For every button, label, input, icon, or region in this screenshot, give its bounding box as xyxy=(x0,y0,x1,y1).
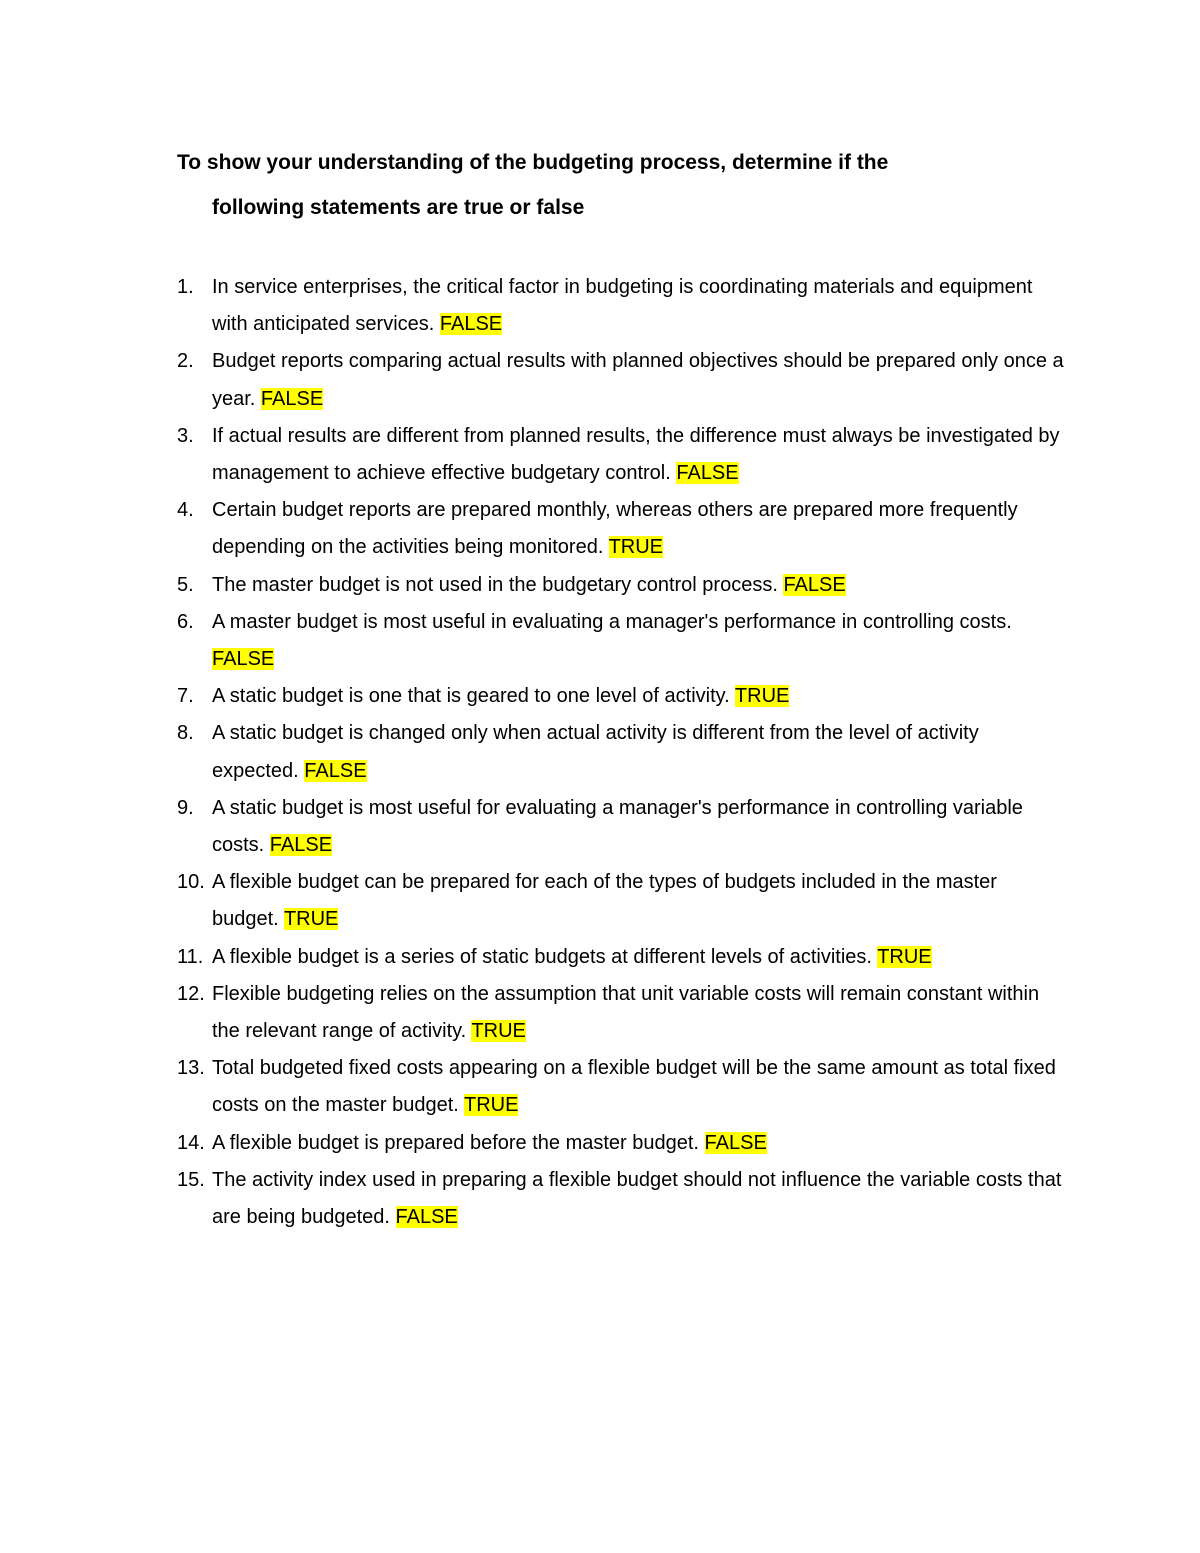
item-number: 5. xyxy=(177,573,194,596)
statement-item xyxy=(177,269,1067,343)
item-number: 2. xyxy=(177,350,194,373)
answer-highlight: FALSE xyxy=(439,313,503,336)
item-number: 9. xyxy=(177,796,194,819)
statement-item xyxy=(177,678,1067,715)
answer-highlight: FALSE xyxy=(269,834,333,857)
item-number: 15. xyxy=(177,1168,205,1191)
statement-item xyxy=(177,567,1067,604)
answer-highlight: FALSE xyxy=(704,1131,767,1154)
item-number: 12. xyxy=(177,982,205,1005)
item-number: 13. xyxy=(177,1057,205,1080)
answer-highlight: TRUE xyxy=(283,908,339,931)
answer-highlight: FALSE xyxy=(260,387,324,410)
statement-item xyxy=(177,864,1067,938)
answer-highlight: TRUE xyxy=(464,1094,519,1117)
statement-text: A flexible budget can be prepared for each of the types of budgets included in the master budget. xyxy=(212,871,997,931)
answer-highlight: FALSE xyxy=(783,573,846,596)
statement-item xyxy=(177,1125,1067,1162)
statement-text: A static budget is changed only when actual activity is different from the level of activity expected. xyxy=(212,722,979,782)
item-number: 10. xyxy=(177,871,205,894)
answer-highlight: FALSE xyxy=(212,648,275,671)
statement-text: Budget reports comparing actual results with planned objectives should be prepared only once a year. xyxy=(212,350,1064,410)
item-number: 8. xyxy=(177,722,194,745)
document-heading xyxy=(177,140,1037,230)
statement-item xyxy=(177,604,1067,678)
statement-item xyxy=(177,715,1067,789)
statement-item xyxy=(177,976,1067,1050)
item-number: 11. xyxy=(177,945,204,968)
statement-item xyxy=(177,790,1067,864)
item-number: 4. xyxy=(177,499,194,522)
statement-text: A flexible budget is a series of static budgets at different levels of activities. xyxy=(212,945,878,968)
statement-text: The master budget is not used in the budgetary control process. xyxy=(212,573,784,596)
statement-text: Total budgeted fixed costs appearing on a flexible budget will be the same amount as total fixed costs on the master budget. xyxy=(212,1057,1056,1117)
statement-item xyxy=(177,1162,1067,1236)
statement-item xyxy=(177,418,1067,492)
answer-highlight: FALSE xyxy=(304,759,367,782)
item-number: 14. xyxy=(177,1131,205,1154)
heading-line-2: following statements are true or false xyxy=(212,196,585,219)
answer-highlight: TRUE xyxy=(877,945,932,968)
answer-highlight: FALSE xyxy=(676,462,739,485)
item-number: 6. xyxy=(177,610,194,633)
statement-text: If actual results are different from planned results, the difference must always be investigated by management to achieve effective budgetary control. xyxy=(212,424,1060,485)
answer-highlight: TRUE xyxy=(608,536,664,559)
statement-text: Certain budget reports are prepared monthly, whereas others are prepared more frequently depending on the activities being monitored. xyxy=(212,499,1018,559)
statement-text: A master budget is most useful in evaluating a manager's performance in controlling costs. xyxy=(212,610,1012,633)
item-number: 1. xyxy=(177,276,194,298)
answer-highlight: TRUE xyxy=(471,1020,526,1043)
statement-text: Flexible budgeting relies on the assumption that unit variable costs will remain constant within the relevant range of activity. xyxy=(212,982,1040,1043)
item-number: 3. xyxy=(177,424,194,447)
statement-text: In service enterprises, the critical factor in budgeting is coordinating materials and equipment with anticipated services. xyxy=(212,276,1033,336)
statement-list xyxy=(177,269,1067,1236)
statement-text: The activity index used in preparing a flexible budget should not influence the variable costs that are being budgeted. xyxy=(212,1168,1062,1229)
statement-item xyxy=(177,1050,1067,1124)
statement-item xyxy=(177,939,1067,976)
heading-line-1: To show your understanding of the budgeting process, determine if the xyxy=(177,151,889,174)
item-number: 7. xyxy=(177,685,194,708)
statement-text: A static budget is one that is geared to one level of activity. xyxy=(212,685,735,708)
statement-item xyxy=(177,492,1067,566)
answer-highlight: FALSE xyxy=(395,1206,458,1229)
statement-text: A flexible budget is prepared before the master budget. xyxy=(212,1131,705,1154)
statement-item xyxy=(177,343,1067,417)
answer-highlight: TRUE xyxy=(734,685,790,708)
statement-text: A static budget is most useful for evaluating a manager's performance in controlling variable costs. xyxy=(212,796,1023,857)
